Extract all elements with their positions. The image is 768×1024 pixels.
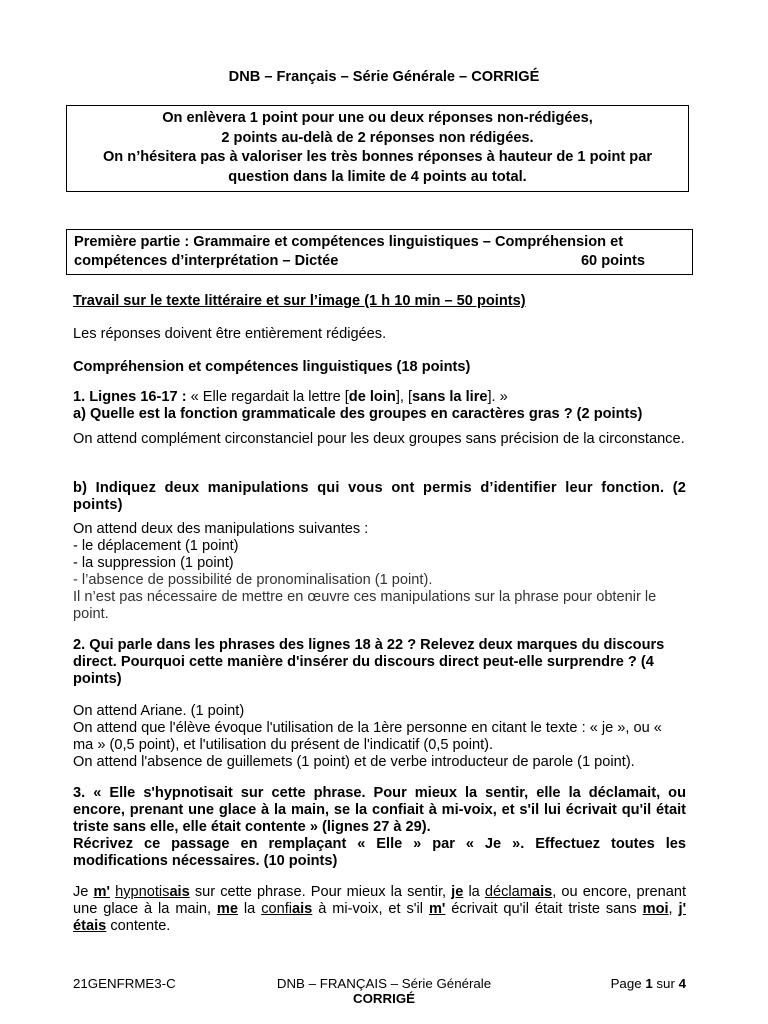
q2-question: 2. Qui parle dans les phrases des lignes 18 à 22 ? Relevez deux marques du discours direct. Pourquoi cette manière d'insérer du discours direct peut-elle surprendre ? (4 points) bbox=[73, 637, 665, 687]
page-title: DNB – Français – Série Générale – CORRIGÉ bbox=[228, 69, 540, 85]
q1b-note: Il n’est pas nécessaire de mettre en œuvre ces manipulations sur la phrase pour obtenir le point. bbox=[73, 589, 657, 622]
answer-text: à mi-voix, et s'il bbox=[312, 901, 429, 917]
footer-page-prefix: Page bbox=[610, 976, 646, 991]
q1-quote-mid: ], [ bbox=[395, 389, 413, 405]
answer-text: contente. bbox=[106, 918, 171, 934]
answer-verb-ending: ais bbox=[531, 884, 553, 900]
q3-question: 3. « Elle s'hypnotisait sur cette phrase. Pour mieux la sentir, elle la déclamait, ou encore, prenant une glace à la main, se la confiait à mi-voix, et s'il lui écrivait qu'il était triste sans elle, elle était contente » (lignes 27 à 29). bbox=[73, 785, 686, 835]
answer-pronoun-m: m' bbox=[428, 901, 446, 917]
footer-page-number bbox=[590, 976, 686, 991]
footer-page-current: 1 bbox=[645, 976, 653, 991]
answer-pronoun-j: j' bbox=[678, 901, 687, 917]
q1-label: 1. Lignes 16-17 : bbox=[73, 389, 191, 405]
part-line-2: compétences d’interprétation – Dictée bbox=[74, 253, 339, 269]
footer-center-line-1: DNB – FRANÇAIS – Série Générale bbox=[276, 976, 492, 991]
q1-heading bbox=[73, 389, 686, 406]
footer-center-line-2: CORRIGÉ bbox=[352, 991, 416, 1006]
q2-answer-2: On attend que l'élève évoque l'utilisation de la 1ère personne en citant le texte : « je », ou « ma » (0,5 point), et l'utilisation du présent de l'indicatif (0,5 point). bbox=[73, 720, 662, 753]
q1-group-1: de loin bbox=[348, 389, 396, 405]
q1b-item-1: - le déplacement (1 point) bbox=[73, 538, 239, 554]
q1b-question: b) Indiquez deux manipulations qui vous ont permis d’identifier leur fonction. (2 points) bbox=[73, 480, 686, 513]
q2-answer-3: On attend l'absence de guillemets (1 point) et de verbe introducteur de parole (1 point). bbox=[73, 754, 635, 770]
answer-verb-ending: ais bbox=[169, 884, 190, 900]
answer-pronoun-je: je bbox=[451, 884, 464, 900]
answer-text: sur cette phrase. Pour mieux la sentir, bbox=[189, 884, 452, 900]
intro-text: Les réponses doivent être entièrement rédigées. bbox=[73, 326, 387, 342]
q1b-item-2: - la suppression (1 point) bbox=[73, 555, 234, 571]
subsection-title: Compréhension et compétences linguistiques (18 points) bbox=[73, 359, 471, 375]
answer-text: la bbox=[238, 901, 262, 917]
answer-verb-ending: ais bbox=[292, 901, 313, 917]
part-line-1: Première partie : Grammaire et compétences linguistiques – Compréhension et bbox=[74, 234, 624, 250]
footer-center bbox=[234, 976, 534, 1006]
answer-text: la bbox=[463, 884, 485, 900]
footer-page-mid: sur bbox=[652, 976, 679, 991]
answer-verb-root: confi bbox=[261, 901, 293, 917]
q1-quote-open: « Elle regardait la lettre [ bbox=[190, 389, 349, 405]
q1a-answer: On attend complément circonstanciel pour les deux groupes sans précision de la circonstance. bbox=[73, 431, 685, 447]
answer-pronoun-m: m' bbox=[93, 884, 110, 900]
answer-text: , ou encore, prenant une glace à la main, bbox=[73, 884, 687, 917]
q1-quote-close: ]. » bbox=[487, 389, 508, 405]
footer-code: 21GENFRME3-C bbox=[73, 976, 176, 991]
q3-instruction: Récrivez ce passage en remplaçant « Elle » par « Je ». Effectuez toutes les modifications nécessaires. (10 points) bbox=[73, 836, 686, 869]
answer-pronoun-me: me bbox=[216, 901, 239, 917]
answer-text: écrivait qu'il était triste sans bbox=[445, 901, 643, 917]
answer-verb-root: hypnotis bbox=[115, 884, 170, 900]
notice-line-1: On enlèvera 1 point pour une ou deux réponses non-rédigées, bbox=[162, 110, 593, 126]
notice-line-3: On n’hésitera pas à valoriser les très bonnes réponses à hauteur de 1 point par bbox=[102, 149, 653, 165]
q1-group-2: sans la lire bbox=[412, 389, 488, 405]
q1b-item-3: - l’absence de possibilité de pronominalisation (1 point). bbox=[73, 572, 433, 588]
answer-text: Je bbox=[73, 884, 94, 900]
q1a-question: a) Quelle est la fonction grammaticale des groupes en caractères gras ? (2 points) bbox=[73, 406, 643, 422]
part-box bbox=[66, 229, 693, 275]
q2-answer-1: On attend Ariane. (1 point) bbox=[73, 703, 245, 719]
notice-box bbox=[66, 105, 689, 192]
q3-answer bbox=[73, 884, 686, 935]
notice-line-4: question dans la limite de 4 points au total. bbox=[228, 168, 527, 185]
answer-pronoun-moi: moi bbox=[642, 901, 669, 917]
answer-text: , bbox=[668, 901, 679, 917]
notice-line-2: 2 points au-delà de 2 réponses non rédigées. bbox=[221, 129, 534, 146]
answer-verb-etais: étais bbox=[73, 918, 107, 934]
section-title: Travail sur le texte littéraire et sur l’image (1 h 10 min – 50 points) bbox=[73, 293, 526, 309]
part-points: 60 points bbox=[580, 253, 645, 269]
q1b-answer-intro: On attend deux des manipulations suivantes : bbox=[73, 521, 369, 537]
footer-page-total: 4 bbox=[678, 976, 686, 991]
answer-verb-root: déclam bbox=[484, 884, 532, 900]
